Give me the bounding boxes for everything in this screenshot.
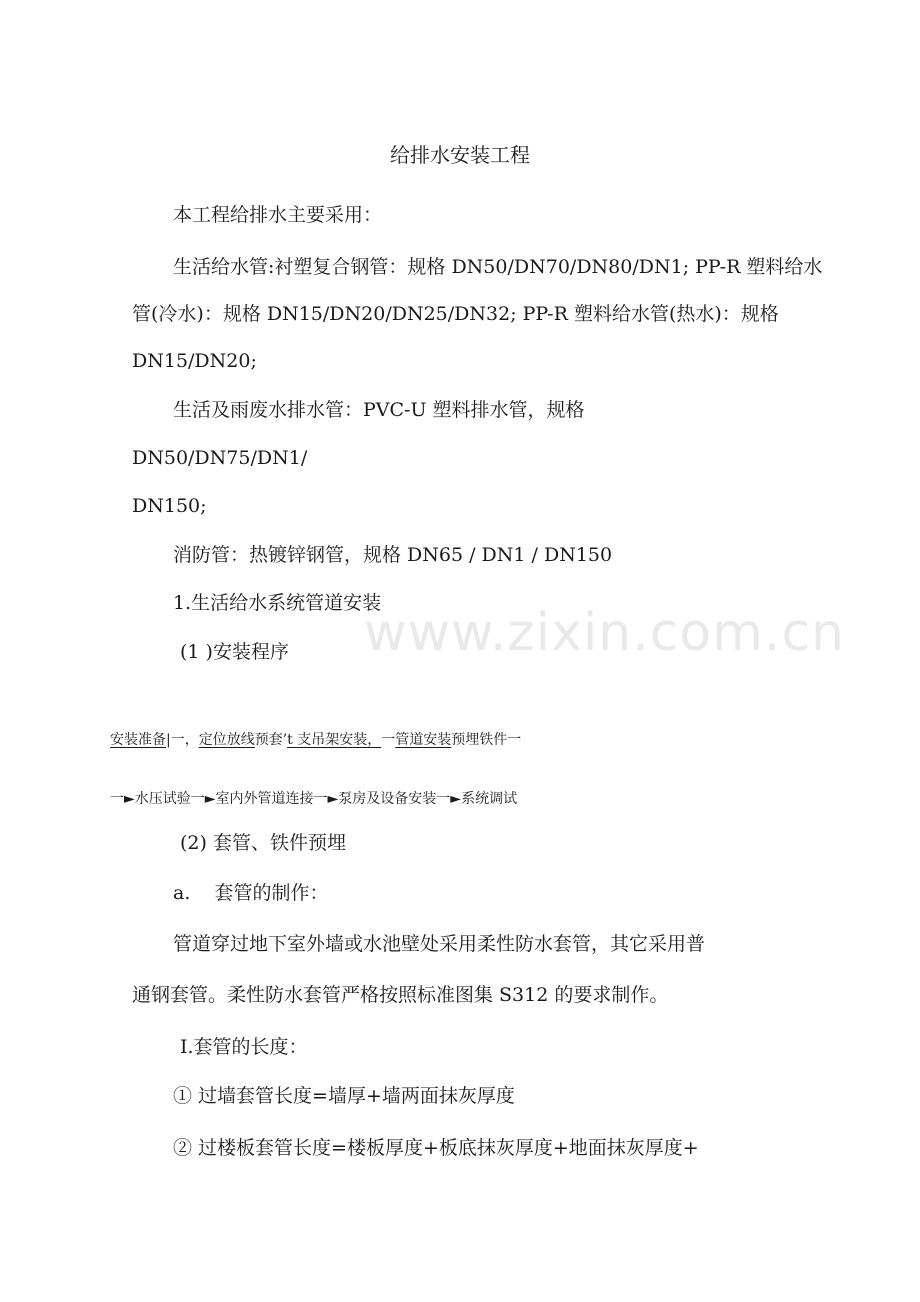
drain-pipe-line-1: 生活及雨废水排水管：PVC-U 塑料排水管，规格	[173, 399, 585, 421]
item-i-heading: Ⅰ.套管的长度：	[180, 1036, 308, 1058]
flow-diagram-line-2: 一►水压试验一►室内外管道连接一►泵房及设备安装一►系统调试	[110, 791, 518, 807]
item-a-heading: a. 套管的制作：	[173, 882, 329, 904]
section-heading-1: 1.生活给水系统管道安装	[173, 592, 382, 614]
flow-step-embedded-parts: 预埋铁件一	[451, 732, 522, 748]
list-item-wall-sleeve: ① 过墙套管长度=墙厚+墙两面抹灰厚度	[173, 1085, 515, 1107]
subsection-heading-1: (1 )安装程序	[180, 641, 289, 663]
supply-pipe-line-1: 生活给水管:衬塑复合钢管：规格 DN50/DN70/DN80/DN1; PP-R 塑料给水	[173, 256, 823, 278]
fire-pipe-line: 消防管：热镀锌钢管，规格 DN65 / DN1 / DN150	[173, 544, 613, 566]
flow-step-preparation: 安装准备	[110, 732, 166, 748]
sleeve-paragraph-line-1: 管道穿过地下室外墙或水池壁处采用柔性防水套管，其它采用普	[173, 933, 706, 955]
document-title: 给排水安装工程	[390, 143, 530, 167]
watermark: www.zixin.com.cn	[364, 603, 845, 663]
list-item-floor-sleeve: ② 过楼板套管长度=楼板厚度+板底抹灰厚度+地面抹灰厚度+	[173, 1137, 699, 1159]
flow-diagram-line-1	[110, 731, 521, 749]
subsection-heading-2: (2) 套管、铁件预埋	[180, 832, 346, 854]
supply-pipe-line-2: 管(冷水)：规格 DN15/DN20/DN25/DN32; PP-R 塑料给水管(热水)：规格	[132, 303, 779, 325]
sleeve-paragraph-line-2: 通钢套管。柔性防水套管严格按照标准图集 S312 的要求制作。	[132, 984, 669, 1006]
flow-step-presleeve: 预套’	[254, 732, 288, 748]
intro-paragraph: 本工程给排水主要采用：	[173, 204, 383, 226]
flow-step-support-install: t 支吊架安装，	[287, 732, 382, 748]
drain-pipe-line-2: DN50/DN75/DN1/	[132, 447, 308, 469]
drain-pipe-line-3: DN150;	[132, 495, 207, 517]
flow-arrow: |一，	[166, 732, 199, 748]
flow-arrow: 一	[381, 732, 396, 748]
supply-pipe-line-3: DN15/DN20;	[132, 350, 257, 372]
flow-step-pipe-install: 管道安装	[395, 732, 452, 748]
flow-step-positioning: 定位放线	[198, 732, 255, 748]
